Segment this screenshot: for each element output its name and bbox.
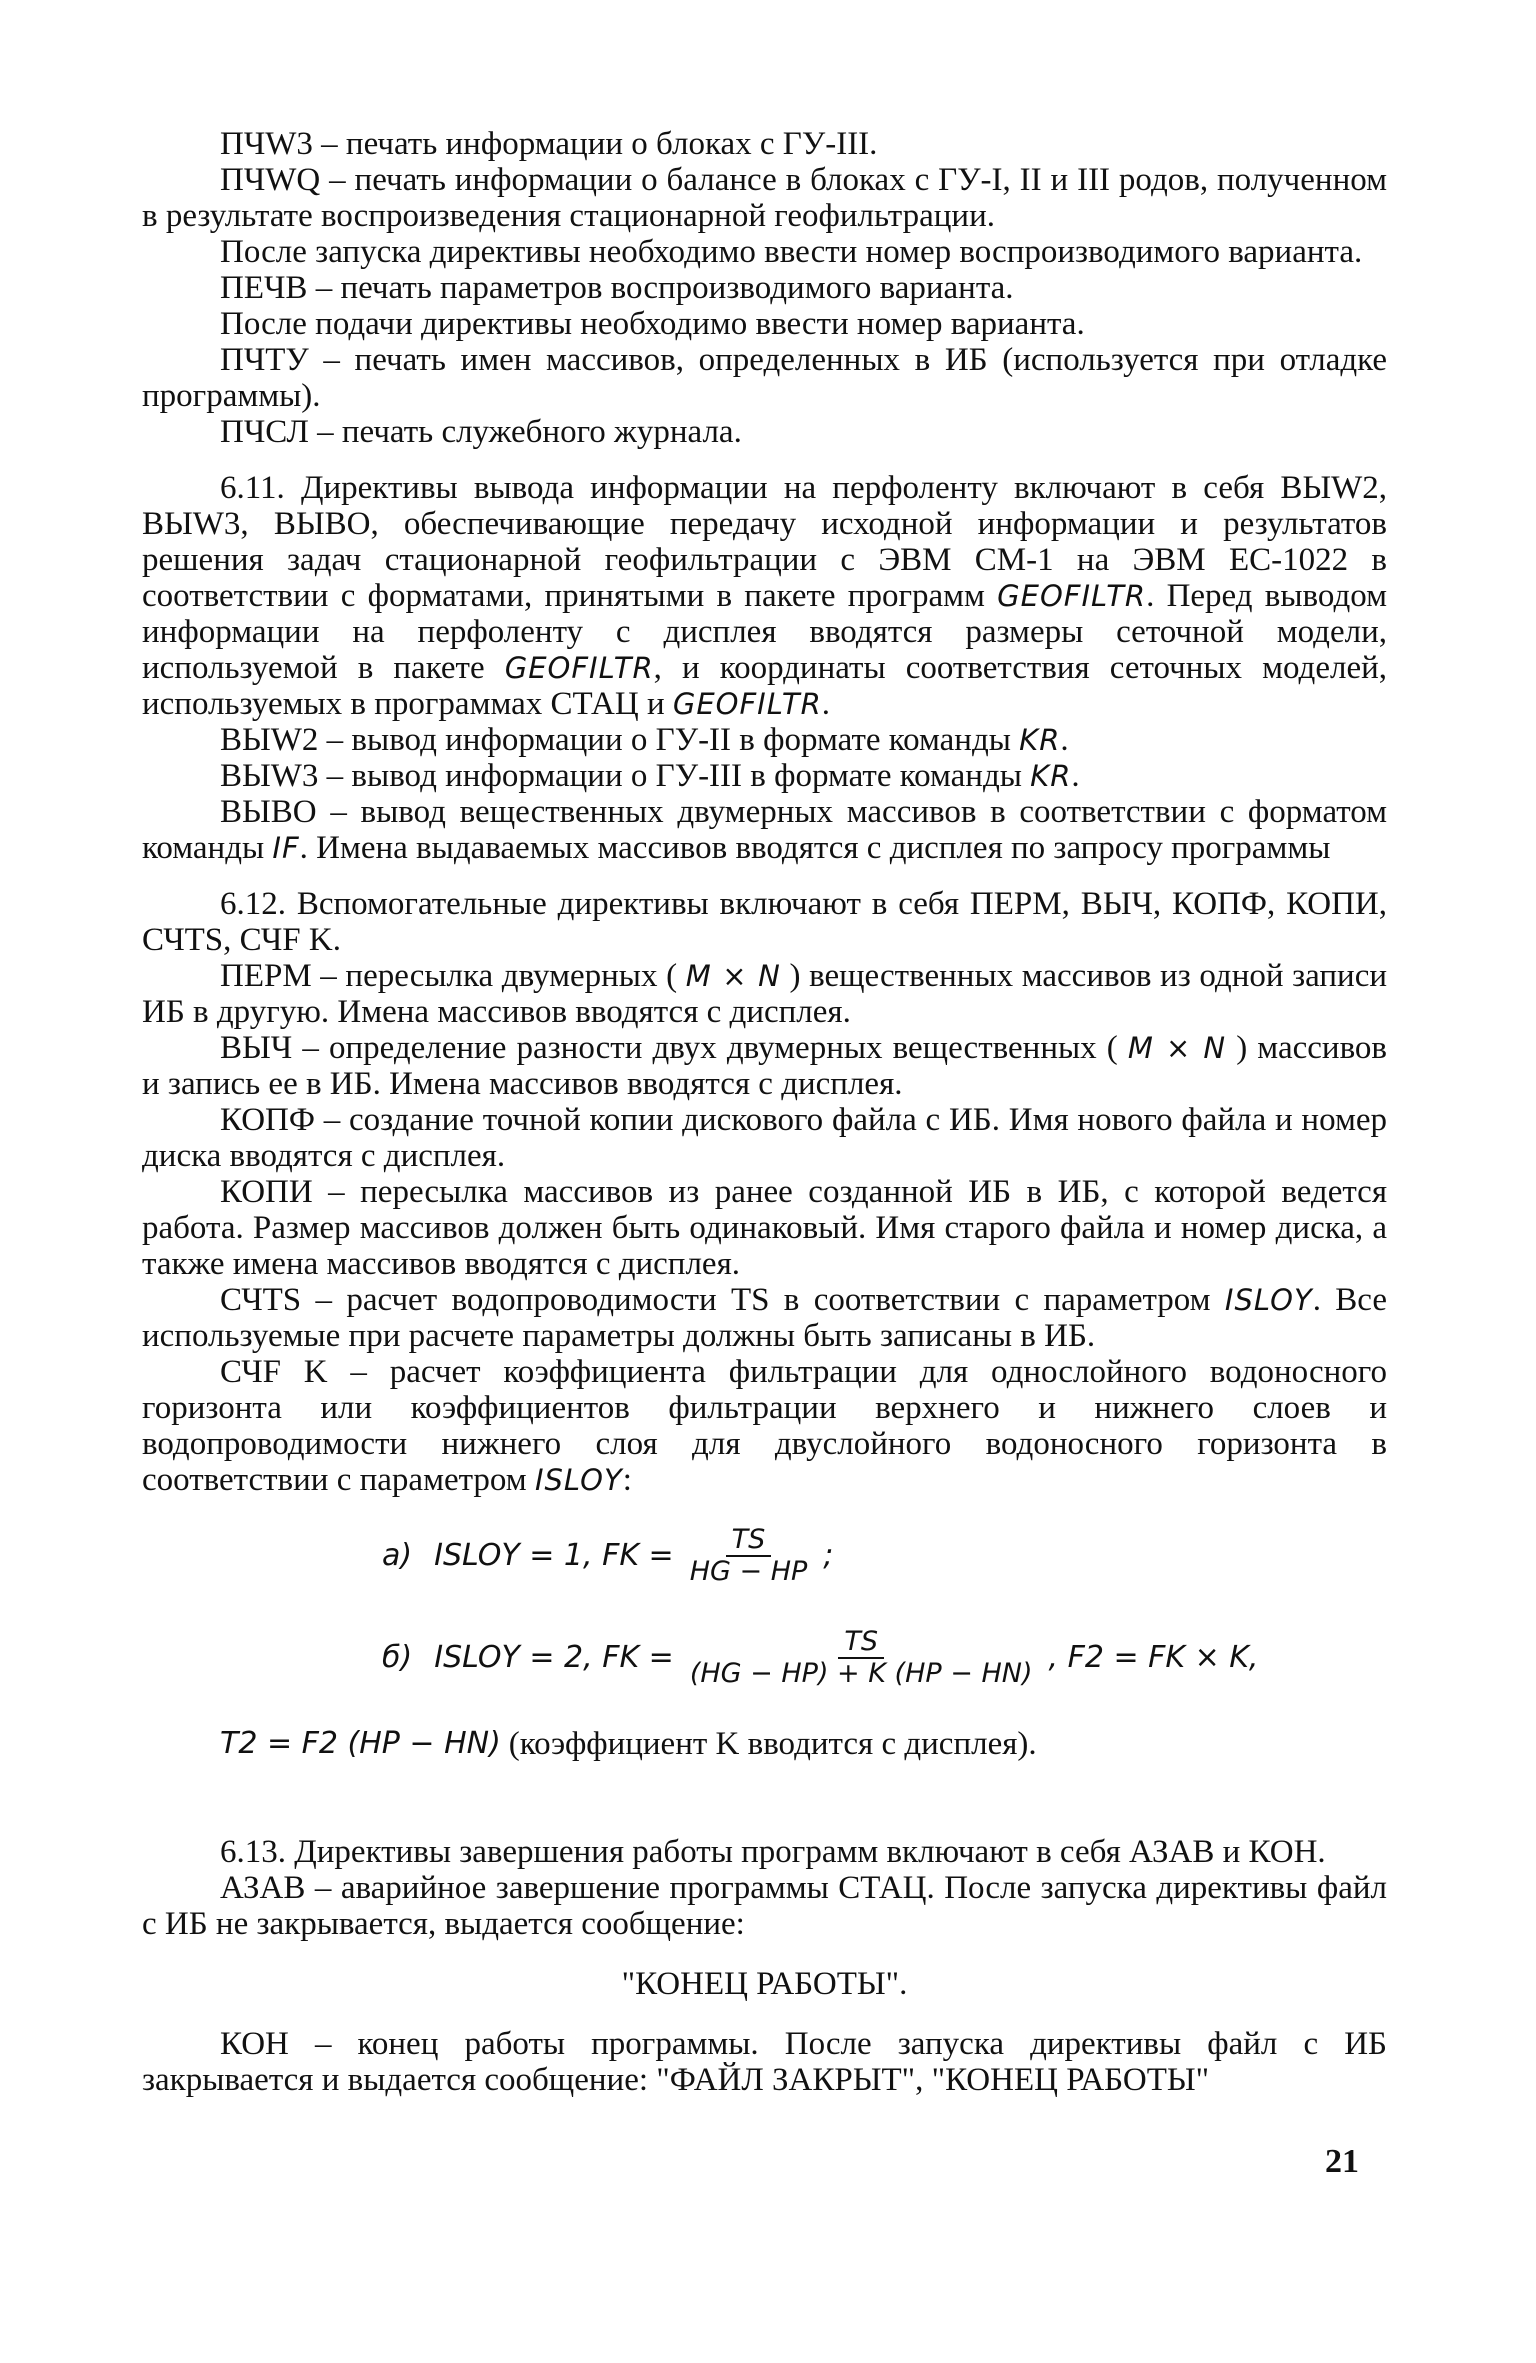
formula-math: T2 = F2 (HP − HN) xyxy=(220,1726,501,1761)
text: 6.11. Директивы вывода информации на перфоленту включают в себя ВЫW2, ВЫW3, ВЫВО, обеспечивающие передачу исходной информации и результатов решения задач стационарной геофильтрации с ЭВМ СМ-1 на ЭВМ ЕС-1022 в соответствии с форматами, принятыми в пакете программ xyxy=(142,470,1387,614)
paragraph-vyw3 xyxy=(142,758,1387,794)
text: ) вещественных массивов из одной записи ИБ в другую. Имена массивов вводятся с дисплея. xyxy=(142,958,1388,1030)
code-term: KR xyxy=(1030,759,1072,793)
formula-note: (коэффициент K вводится с дисплея). xyxy=(508,1726,1037,1762)
paragraph-vyvo xyxy=(142,794,1387,866)
text: . xyxy=(821,686,831,722)
formula-a xyxy=(142,1516,1387,1596)
formula-end: ; xyxy=(823,1538,834,1573)
fraction-denominator: HG − HP xyxy=(689,1556,808,1587)
text: ПЕРМ – пересылка двумерных ( xyxy=(220,958,678,994)
section-6-12: 6.12. Вспомогательные директивы включают в себя ПЕРМ, ВЫЧ, КОПФ, КОПИ, СЧТS, СЧF K. xyxy=(142,886,1387,958)
code-term: GEOFILTR xyxy=(504,651,654,685)
paragraph-pchw3: ПЧW3 – печать информации о блоках с ГУ-III. xyxy=(220,126,878,162)
formula-b xyxy=(142,1618,1387,1698)
text: . Перед выводом информации на перфоленту с дисплея вводятся размеры сеточной модели, используемой в пакете xyxy=(142,578,1388,686)
formula-end: , F2 = FK × K, xyxy=(1048,1640,1259,1675)
fraction-numerator: TS xyxy=(838,1627,884,1659)
paragraph-pechv: ПЕЧВ – печать параметров воспроизводимого варианта. xyxy=(220,270,1014,306)
text: СЧF K – расчет коэффициента фильтрации для однослойного водоносного горизонта или коэффициентов фильтрации верхнего и нижнего слоев и водопроводимости нижнего слоя для двуслойного водоносного горизонта в соответствии с параметром xyxy=(142,1354,1387,1498)
text: ВЫЧ – определение разности двух двумерных вещественных ( xyxy=(220,1030,1118,1066)
paragraph-perm xyxy=(142,958,1387,1030)
paragraph-kon: КОН – конец работы программы. После запуска директивы файл с ИБ закрывается и выдается сообщение: "ФАЙЛ ЗАКРЫТ", "КОНЕЦ РАБОТЫ" xyxy=(142,2026,1387,2098)
message-konec-raboty: "КОНЕЦ РАБОТЫ". xyxy=(621,1966,908,2002)
paragraph-variant-number: После подачи директивы необходимо ввести номер варианта. xyxy=(220,306,1085,342)
paragraph-pchtu: ПЧТУ – печать имен массивов, определенных в ИБ (используется при отладке программы). xyxy=(142,342,1387,414)
code-term: KR xyxy=(1019,723,1061,757)
document-page xyxy=(142,126,1387,2098)
paragraph-pchwq: ПЧWQ – печать информации о балансе в блоках с ГУ-I, II и III родов, полученном в результате воспроизведения стационарной геофильтрации. xyxy=(142,162,1387,234)
formula-left: ISLOY = 2, FK = xyxy=(434,1640,674,1675)
section-6-11 xyxy=(142,470,1387,722)
paragraph-vyw2 xyxy=(142,722,1387,758)
paragraph-vych xyxy=(142,1030,1387,1102)
fraction xyxy=(684,1627,1039,1689)
formula-left: ISLOY = 1, FK = xyxy=(434,1538,674,1573)
paragraph-schts xyxy=(142,1282,1387,1354)
text: СЧТS – расчет водопроводимости TS в соответствии с параметром xyxy=(220,1282,1211,1318)
formula-label: а) xyxy=(382,1538,413,1573)
paragraph-kopi: КОПИ – пересылка массивов из ранее созданной ИБ в ИБ, с которой ведется работа. Размер массивов должен быть одинаковый. Имя старого файла и номер диска, а также имена массивов вводятся с дисплея. xyxy=(142,1174,1387,1282)
paragraph-azav: АЗАВ – аварийное завершение программы СТАЦ. После запуска директивы файл с ИБ не закрывается, выдается сообщение: xyxy=(142,1870,1387,1942)
text: . xyxy=(1060,722,1069,758)
formula-c xyxy=(142,1724,1387,1764)
code-term: IF xyxy=(272,831,300,865)
paragraph-pchsl: ПЧСЛ – печать служебного журнала. xyxy=(220,414,742,450)
code-term: GEOFILTR xyxy=(997,579,1147,613)
code-term: ISLOY xyxy=(534,1463,623,1497)
paragraph-after-launch: После запуска директивы необходимо ввести номер воспроизводимого варианта. xyxy=(220,234,1363,270)
code-term: GEOFILTR xyxy=(672,687,822,721)
text: ) массивов и запись ее в ИБ. Имена массивов вводятся с дисплея. xyxy=(142,1030,1388,1102)
paragraph-schfk xyxy=(142,1354,1387,1498)
formula-label: б) xyxy=(382,1640,413,1675)
text: . Все используемые при расчете параметры должны быть записаны в ИБ. xyxy=(142,1282,1387,1354)
page-number: 21 xyxy=(1325,2143,1359,2180)
text: . Имена выдаваемых массивов вводятся с дисплея по запросу программы xyxy=(299,830,1331,866)
text: ВЫW2 – вывод информации о ГУ-II в формате команды xyxy=(220,722,1011,758)
fraction-denominator: (HG − HP) + K (HP − HN) xyxy=(689,1658,1033,1689)
text: : xyxy=(622,1462,632,1498)
section-6-13: 6.13. Директивы завершения работы программ включают в себя АЗАВ и КОН. xyxy=(220,1834,1326,1870)
code-term: ISLOY xyxy=(1224,1283,1313,1317)
math-term: M × N xyxy=(685,959,781,993)
fraction-numerator: TS xyxy=(726,1525,772,1557)
math-term: M × N xyxy=(1127,1031,1227,1065)
text: ВЫВО – вывод вещественных двумерных массивов в соответствии с форматом команды xyxy=(142,794,1387,866)
text: , и координаты соответствия сеточных моделей, используемых в программах СТАЦ и xyxy=(142,650,1388,722)
text: . xyxy=(1071,758,1080,794)
text: ВЫW3 – вывод информации о ГУ-III в формате команды xyxy=(220,758,1022,794)
paragraph-kopf: КОПФ – создание точной копии дискового файла с ИБ. Имя нового файла и номер диска вводятся с дисплея. xyxy=(142,1102,1387,1174)
fraction xyxy=(684,1525,814,1587)
